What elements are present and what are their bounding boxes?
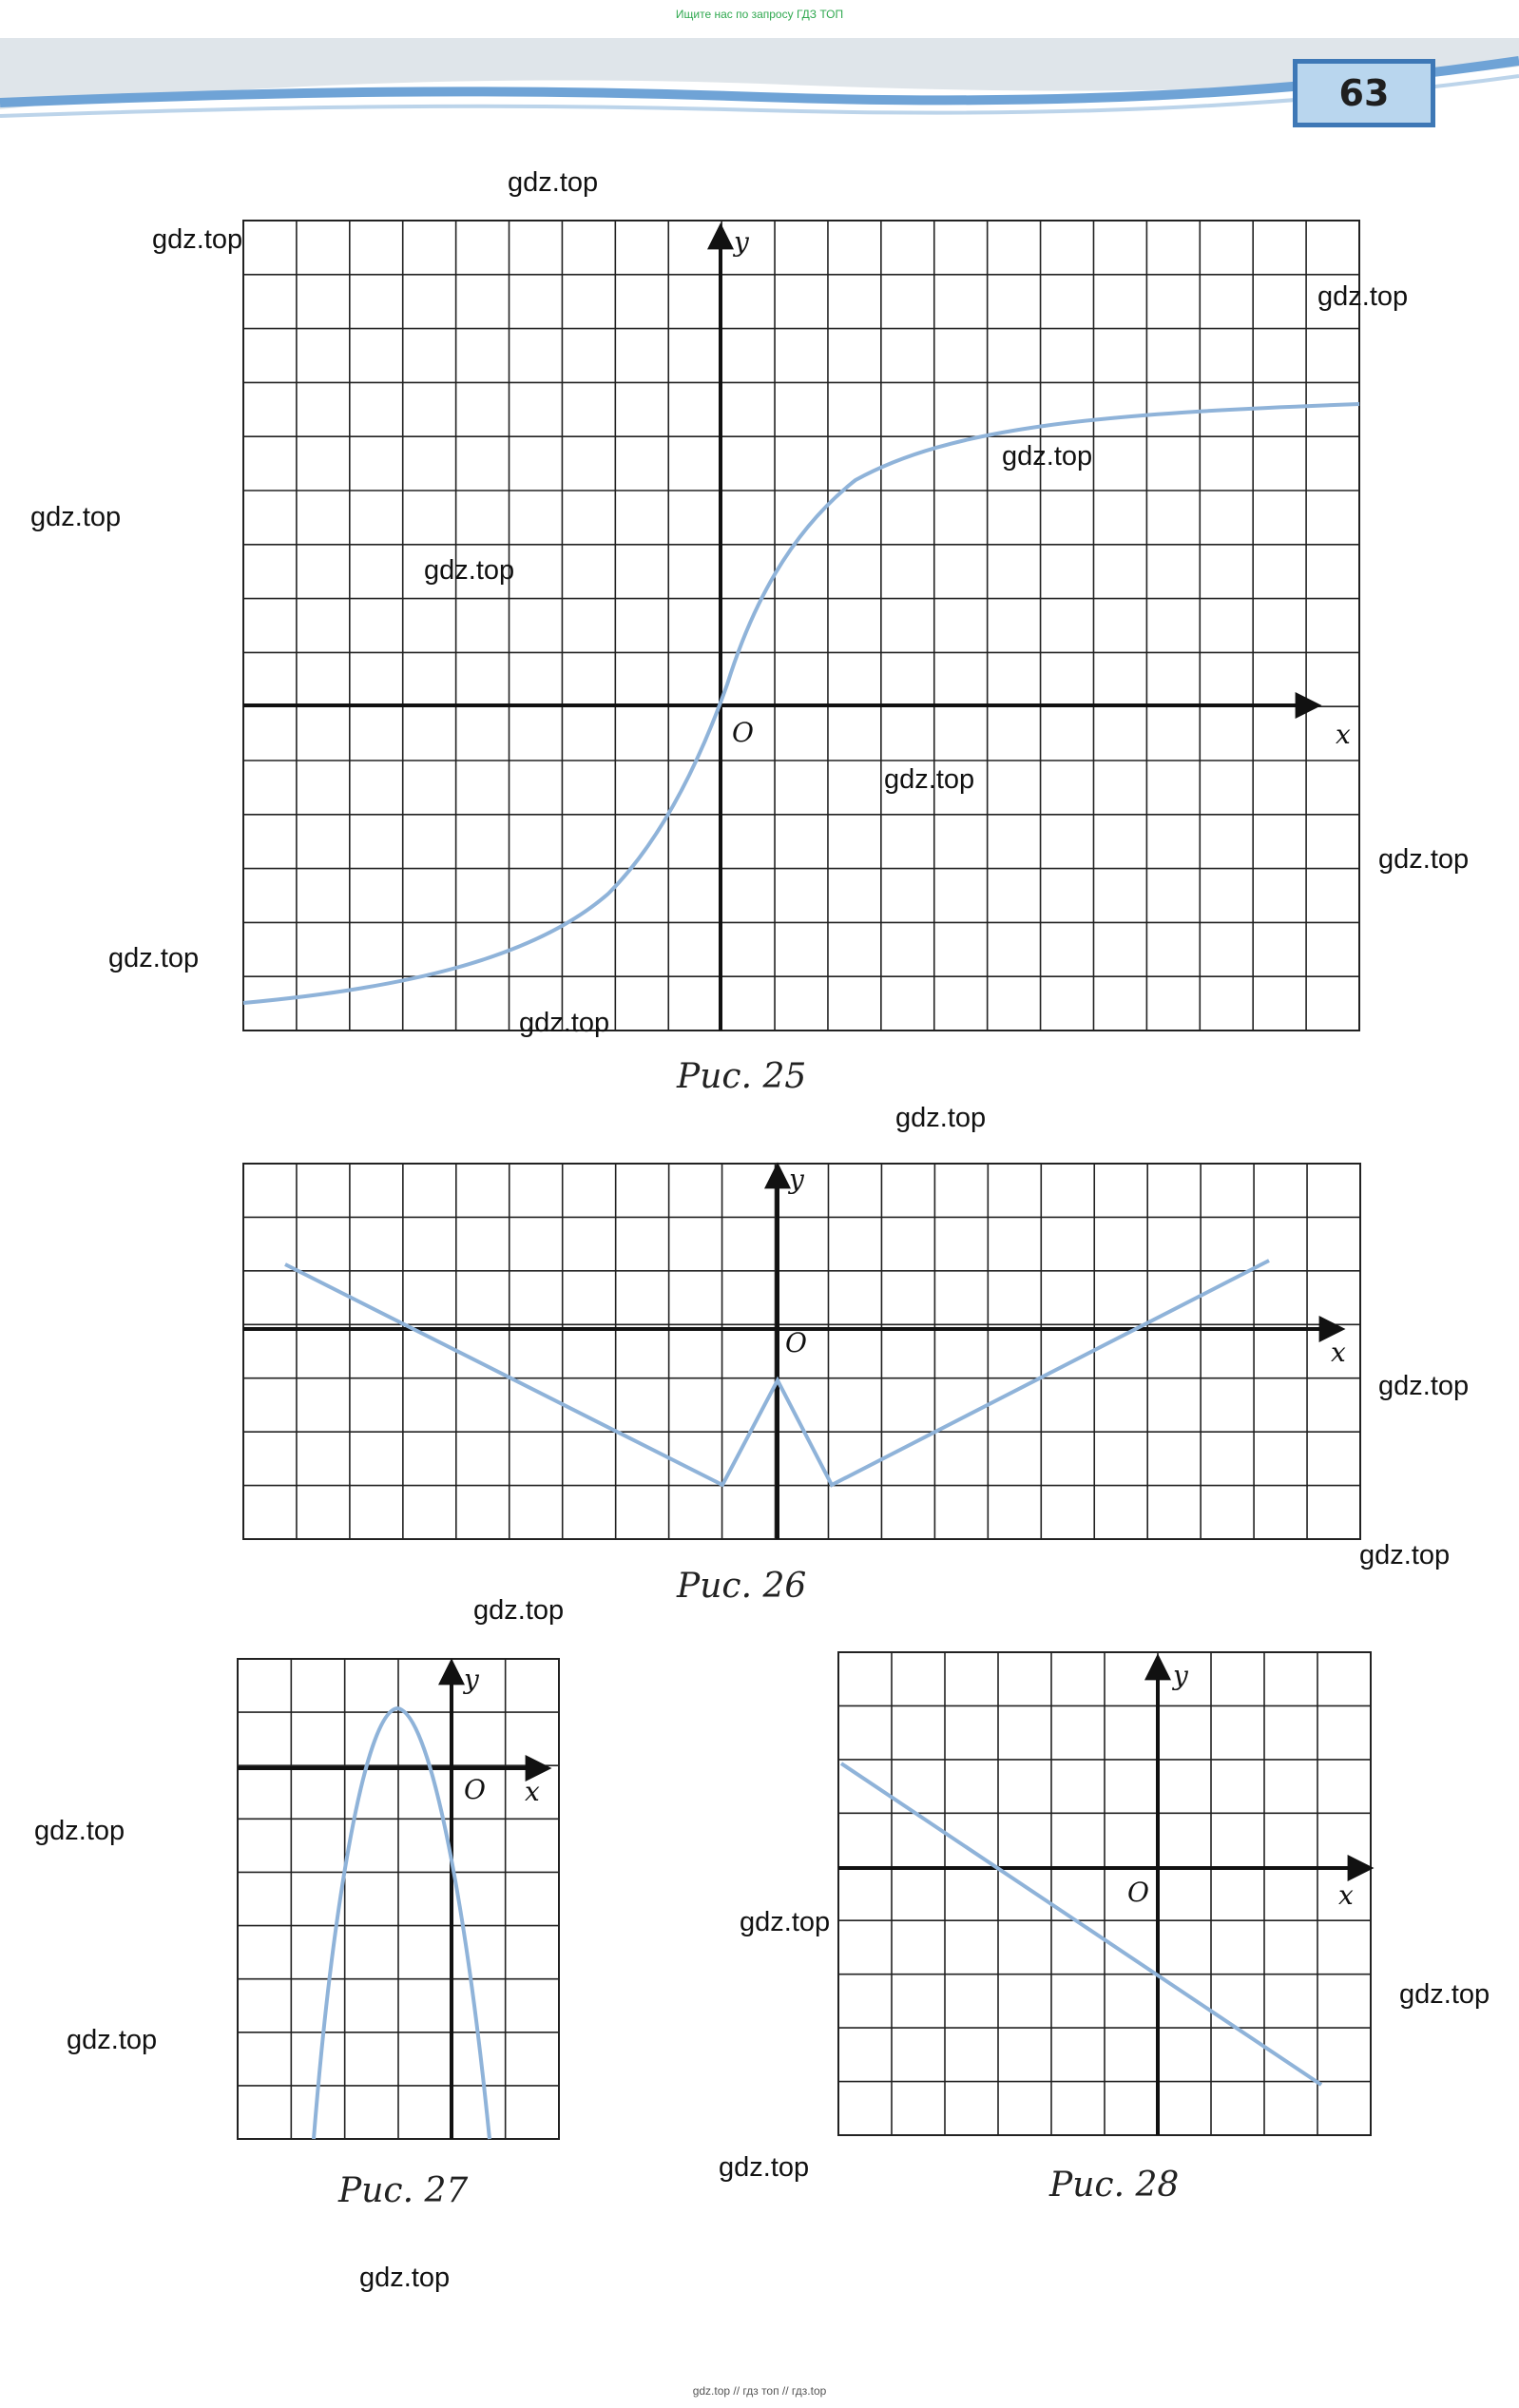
- watermark: gdz.top: [884, 764, 975, 795]
- figure-27-grid: [238, 1659, 559, 2139]
- bottom-banner: gdz.top // гдз топ // гдз.top: [692, 2384, 827, 2398]
- figure-25-y-label: y: [734, 226, 749, 258]
- figure-27-x-label: x: [525, 1776, 540, 1807]
- watermark: gdz.top: [1399, 1979, 1490, 2010]
- figure-27: [238, 1659, 559, 2139]
- figure-25: [243, 221, 1359, 1031]
- figure-25-grid: [243, 221, 1359, 1031]
- watermark: gdz.top: [1317, 281, 1409, 312]
- watermark: gdz.top: [108, 943, 200, 973]
- figure-25-origin-label: O: [732, 717, 754, 748]
- figure-28-line: [841, 1763, 1321, 2085]
- watermark: gdz.top: [34, 1816, 125, 1846]
- watermark: gdz.top: [359, 2263, 451, 2293]
- figure-28: [838, 1652, 1371, 2135]
- watermark: gdz.top: [508, 167, 599, 198]
- figure-25-x-label: x: [1336, 719, 1351, 750]
- figure-28-origin-label: O: [1127, 1877, 1149, 1908]
- watermark: gdz.top: [519, 1008, 610, 1038]
- watermark: gdz.top: [1359, 1540, 1451, 1570]
- watermark: gdz.top: [719, 2152, 810, 2183]
- figure-27-parabola: [314, 1708, 490, 2139]
- figure-25-frame: [243, 221, 1359, 1031]
- figure-28-x-label: x: [1338, 1879, 1354, 1911]
- watermark: gdz.top: [1002, 441, 1093, 472]
- figure-26-y-label: y: [789, 1164, 804, 1195]
- figure-26-x-label: x: [1331, 1337, 1346, 1368]
- watermark: gdz.top: [1378, 844, 1470, 875]
- watermark: gdz.top: [473, 1595, 565, 1626]
- watermark: gdz.top: [424, 555, 515, 586]
- watermark: gdz.top: [67, 2025, 158, 2055]
- watermark: gdz.top: [740, 1907, 831, 1937]
- figure-26-origin-label: O: [785, 1327, 807, 1358]
- figure-26-caption: Рис. 26: [677, 1567, 807, 1606]
- figure-25-caption: Рис. 25: [677, 1057, 807, 1096]
- figure-27-caption: Рис. 27: [338, 2171, 469, 2210]
- figure-26: [243, 1164, 1360, 1539]
- watermark: gdz.top: [1378, 1371, 1470, 1401]
- watermark: gdz.top: [30, 502, 122, 532]
- figure-27-origin-label: O: [464, 1774, 486, 1805]
- figure-28-caption: Рис. 28: [1049, 2166, 1180, 2205]
- figure-27-y-label: y: [464, 1664, 479, 1695]
- watermark: gdz.top: [152, 224, 243, 255]
- figure-28-y-label: y: [1173, 1660, 1188, 1691]
- page-number: 63: [1338, 72, 1390, 114]
- watermark: gdz.top: [895, 1103, 987, 1133]
- top-banner: Ищите нас по запросу ГДЗ ТОП: [675, 8, 844, 21]
